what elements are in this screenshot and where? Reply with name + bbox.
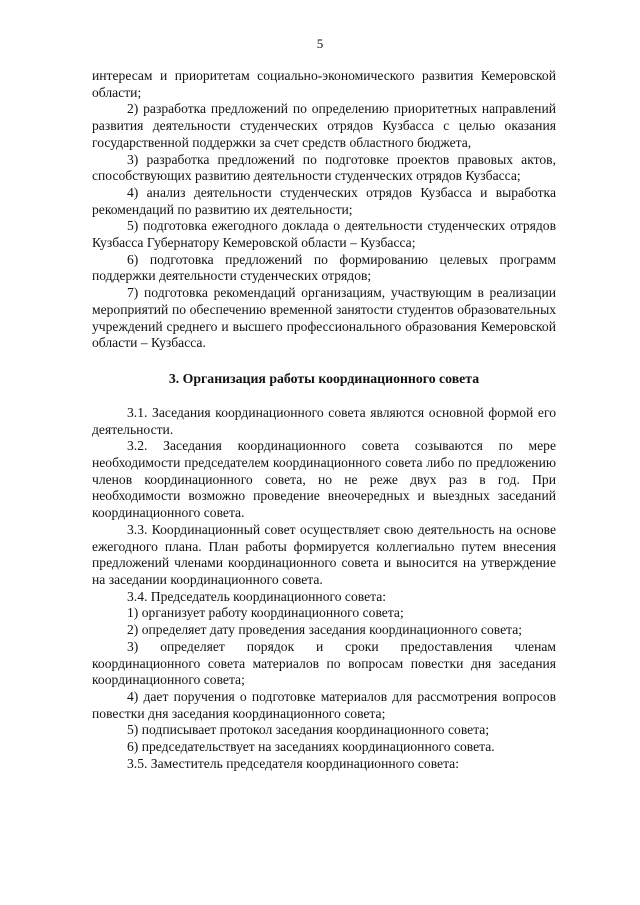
clause-3-5: 3.5. Заместитель председателя координационного совета: (127, 755, 459, 771)
list-item-3: 3) разработка предложений по подготовке проектов правовых актов, способствующих развитию деятельности студенческих отрядов Кузбасса; (92, 151, 556, 184)
clause-3-2: 3.2. Заседания координационного совета созываются по мере необходимости председателем координационного совета либо по предложению членов координационного совета, но не реже двух раз в год. При необходимости возможно проведение внеочередных и выездных заседаний координационного совета. (92, 438, 556, 521)
document-body (92, 68, 556, 772)
clause-3-4-item-3: 3) определяет порядок и сроки предоставления членам координационного совета материалов по вопросам повестки дня заседания координационного совета; (92, 638, 556, 688)
list-item-7: 7) подготовка рекомендаций организациям, участвующим в реализации мероприятий по обеспечению временной занятости студентов образовательных учреждений среднего и высшего профессионального образования Кемеровской области – Кузбасса. (92, 285, 556, 351)
clause-3-4-item-2: 2) определяет дату проведения заседания координационного совета; (127, 622, 523, 638)
clause-3-4-item-6: 6) председательствует на заседаниях координационного совета. (127, 739, 495, 755)
section-heading: 3. Организация работы координационного совета (168, 370, 480, 386)
clause-3-4-item-5: 5) подписывает протокол заседания координационного совета; (127, 722, 490, 738)
clause-3-4: 3.4. Председатель координационного совета: (127, 588, 387, 604)
clause-3-4-item-1: 1) организует работу координационного совета; (127, 605, 404, 621)
clause-3-1: 3.1. Заседания координационного совета являются основной формой его деятельности. (92, 404, 556, 437)
paragraph-continuation: интересам и приоритетам социально-экономического развития Кемеровской области; (92, 68, 556, 100)
page-number: 5 (316, 36, 324, 51)
clause-3-3: 3.3. Координационный совет осуществляет свою деятельность на основе ежегодного плана. План работы формируется коллегиально путем внесения предложений членами координационного совета и выносится на утверждение на заседании координационного совета. (92, 521, 556, 587)
list-item-4: 4) анализ деятельности студенческих отрядов Кузбасса и выработка рекомендаций по развитию их деятельности; (92, 184, 556, 217)
clause-3-4-item-4: 4) дает поручения о подготовке материалов для рассмотрения вопросов повестки дня заседания координационного совета; (92, 688, 556, 721)
list-item-2: 2) разработка предложений по определению приоритетных направлений развития деятельности студенческих отрядов Кузбасса с целью оказания государственной поддержки за счет средств областного бюджета, (92, 101, 556, 150)
list-item-5: 5) подготовка ежегодного доклада о деятельности студенческих отрядов Кузбасса Губернатору Кемеровской области – Кузбасса; (92, 218, 556, 251)
list-item-6: 6) подготовка предложений по формированию целевых программ поддержки деятельности студенческих отрядов; (92, 251, 556, 284)
